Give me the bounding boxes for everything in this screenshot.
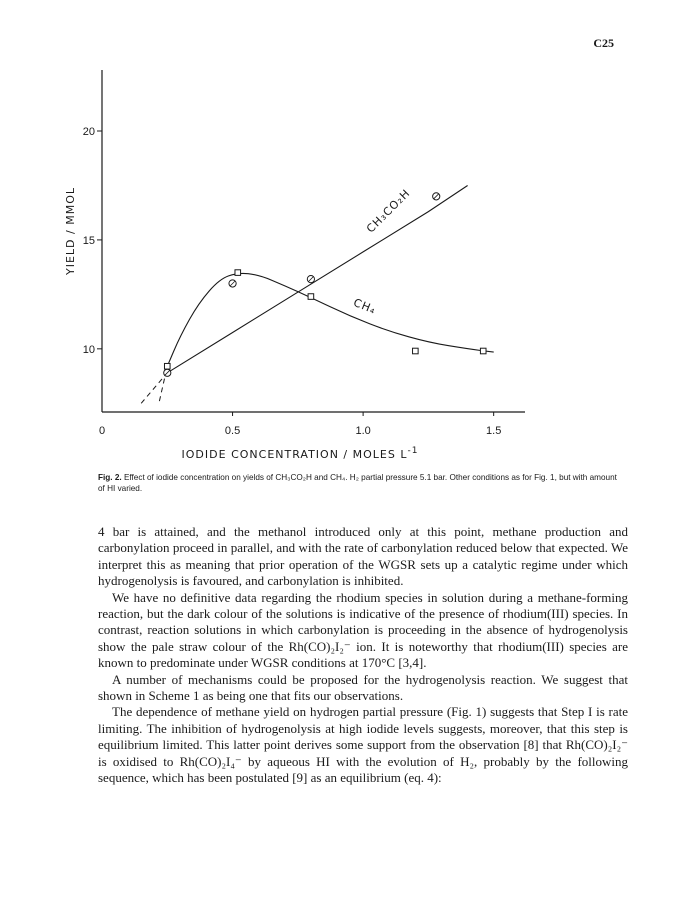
chart-axes <box>97 70 525 416</box>
x-tick-label: 0.5 <box>224 425 241 437</box>
chart-curves <box>141 186 494 404</box>
chart-labels <box>64 126 501 461</box>
figure-caption <box>98 473 620 494</box>
paragraph-2: We have no definitive data regarding the rhodium species in solution during a methane-forming reaction, but the dark colour of the solutions is indicative of the presence of rhodium(III) species. In contrast, reaction solutions in which carbonylation is proceeding in the absence of hydrogenolysis show the pale straw colour of the Rh(CO)₂I₂⁻ ion. It is noteworthy that rhodium(III) species are known to predominate under WGSR conditions at 170°C [3,4]. <box>98 589 628 671</box>
page-number: C25 <box>593 36 614 50</box>
y-tick-label: 20 <box>82 125 95 138</box>
ch3co2h-extrapolation <box>141 373 167 404</box>
x-tick-label: 1.0 <box>355 425 371 437</box>
x-axis-title: IODIDE CONCENTRATION / MOLES $L^{-1}$ <box>181 446 419 461</box>
paragraph-4: The dependence of methane yield on hydrogen partial pressure (Fig. 1) suggests that Step I is rate limiting. The inhibition of hydrogenolysis at high iodide levels suggests, moreover, that this step is equilibrium limited. This latter point derives some support from the observation [8] that Rh(CO)₂I₂⁻ is oxidised to Rh(CO)₂I₄⁻ by aqueous HI with the evolution of H₂, probably by the following sequence, which has been postulated [9] as an equilibrium (eq. 4): <box>98 704 628 786</box>
ch4-point <box>164 363 170 369</box>
x-tick-label: 1.5 <box>486 425 502 437</box>
paragraph-1: 4 bar is attained, and the methanol introduced only at this point, methane production and carbonylation proceed in parallel, and with the rate of carbonylation reduced below that expected. We interpret this as meaning that prior operation of the WGSR sets up a catalytic regime under which hydrogenolysis is favoured, and carbonylation is inhibited. <box>98 524 628 589</box>
caption-label: Fig. 2. <box>98 473 122 482</box>
ch4-point <box>308 294 314 300</box>
ch4-point <box>413 348 419 354</box>
ch4-point <box>235 270 241 276</box>
y-tick-label: 15 <box>82 234 95 247</box>
x-axis-title-superscript: -1 <box>407 446 419 456</box>
ch4-curve <box>167 273 493 366</box>
ch4-point <box>480 348 486 354</box>
caption-text: Effect of iodide concentration on yields of CH₃CO₂H and CH₄. H₂ partial pressure 5.1 bar. Other conditions as for Fig. 1, but with amount of HI varied. <box>98 473 617 493</box>
x-tick-label: 0 <box>98 425 106 437</box>
ch3co2h-curve <box>167 186 467 373</box>
ch3co2h-label: CH₃CO₂H <box>363 186 413 236</box>
body-text <box>98 524 628 787</box>
ch4-label: CH₄ <box>351 295 379 317</box>
chart-markers <box>164 193 486 377</box>
y-tick-label: 10 <box>82 343 95 356</box>
paragraph-3: A number of mechanisms could be proposed for the hydrogenolysis reaction. We suggest that shown in Scheme 1 as being one that fits our observations. <box>98 671 628 704</box>
y-axis-title: YIELD / MMOL <box>64 187 77 275</box>
